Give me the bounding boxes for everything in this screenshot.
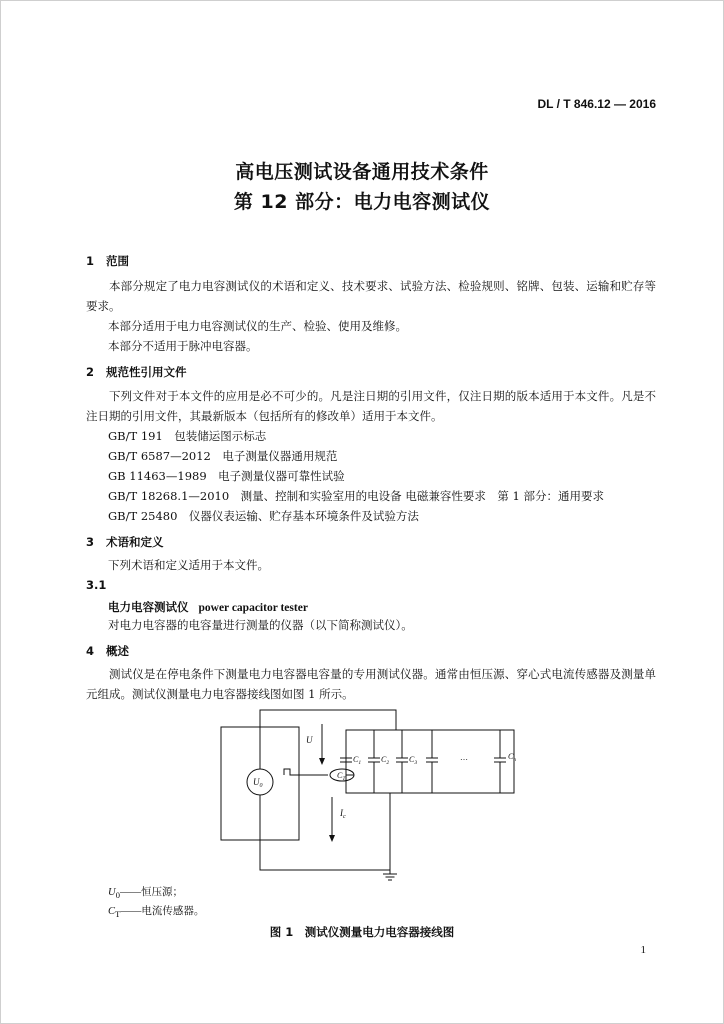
scope-paragraph-1: 本部分规定了电力电容测试仪的术语和定义、技术要求、试验方法、检验规则、铭牌、包装、运输和贮存等要求。 xyxy=(86,279,656,313)
ground-wire xyxy=(260,840,390,870)
section-title: 术语和定义 xyxy=(106,535,164,549)
clause-number: 3.1 xyxy=(86,578,107,592)
section-number: 2 xyxy=(86,365,95,379)
terms-intro: 下列术语和定义适用于本文件。 xyxy=(108,558,269,572)
capacitor-c2 xyxy=(368,730,380,793)
page-number: 1 xyxy=(640,944,646,956)
capacitor-c3b xyxy=(426,730,438,793)
reference-item: GB/T 191 包装储运图示标志 xyxy=(108,429,267,443)
circuit-diagram xyxy=(200,702,540,892)
overview-paragraph: 测试仪是在停电条件下测量电力电容器电容量的专用测试仪器。通常由恒压源、穿心式电流传感器及测量单元组成。测试仪测量电力电容器接线图如图 1 所示。 xyxy=(86,667,656,701)
capacitor-c3 xyxy=(396,730,408,793)
voltage-source-symbol xyxy=(247,769,273,795)
scope-paragraph-2: 本部分适用于电力电容测试仪的生产、检验、使用及维修。 xyxy=(108,319,407,333)
label-ct: $C_T$ xyxy=(337,771,346,782)
document-title: 高电压测试设备通用技术条件 xyxy=(235,161,489,183)
label-u0: $U_0$ xyxy=(253,777,263,789)
standard-code: DL / T 846.12 — 2016 xyxy=(537,97,656,111)
label-c3: $C_3$ xyxy=(409,755,418,766)
reference-item: GB/T 18268.1—2010 测量、控制和实验室用的电设备 电磁兼容性要求 第 1 部分：通用要求 xyxy=(108,489,604,503)
label-c2: $C_2$ xyxy=(381,755,390,766)
section-title: 概述 xyxy=(106,644,129,658)
label-c1: $C_1$ xyxy=(353,755,362,766)
scope-paragraph-3: 本部分不适用于脉冲电容器。 xyxy=(108,339,258,353)
capacitor-c1 xyxy=(340,730,352,793)
term-heading xyxy=(108,599,308,615)
section-2-heading xyxy=(86,364,187,380)
legend-u0: $U_0——$恒压源； xyxy=(108,887,183,901)
figure-caption: 图 1 测试仪测量电力电容器接线图 xyxy=(269,925,455,939)
legend-ct: $C_T——$电流传感器。 xyxy=(108,906,205,920)
sensor-wire xyxy=(284,769,328,775)
label-cn: $C_n$ xyxy=(508,752,517,763)
section-title: 范围 xyxy=(106,254,129,268)
section-4-heading xyxy=(86,643,129,659)
term-english: power capacitor tester xyxy=(198,602,308,614)
reference-item: GB/T 25480 仪器仪表运输、贮存基本环境条件及试验方法 xyxy=(108,509,419,523)
section-1-heading xyxy=(86,253,129,269)
references-intro: 下列文件对于本文件的应用是必不可少的。凡是注日期的引用文件，仅注日期的版本适用于本文件。凡是不注日期的引用文件，其最新版本（包括所有的修改单）适用于本文件。 xyxy=(86,389,656,423)
term-chinese: 电力电容测试仪 xyxy=(108,600,189,614)
label-ic: $I_c$ xyxy=(340,808,346,820)
document-subtitle: 第 12 部分：电力电容测试仪 xyxy=(233,191,491,213)
section-title: 规范性引用文件 xyxy=(106,365,187,379)
label-u: U xyxy=(306,735,313,745)
section-number: 4 xyxy=(86,644,95,658)
capacitor-cn xyxy=(494,730,506,793)
section-number: 3 xyxy=(86,535,95,549)
section-3-heading xyxy=(86,534,164,550)
reference-item: GB 11463—1989 电子测量仪器可靠性试验 xyxy=(108,469,345,483)
reference-item: GB/T 6587—2012 电子测量仪器通用规范 xyxy=(108,449,338,463)
term-definition: 对电力电容器的电容量进行测量的仪器（以下简称测试仪）。 xyxy=(108,618,413,632)
section-number: 1 xyxy=(86,254,95,268)
label-ellipsis: … xyxy=(460,753,468,762)
